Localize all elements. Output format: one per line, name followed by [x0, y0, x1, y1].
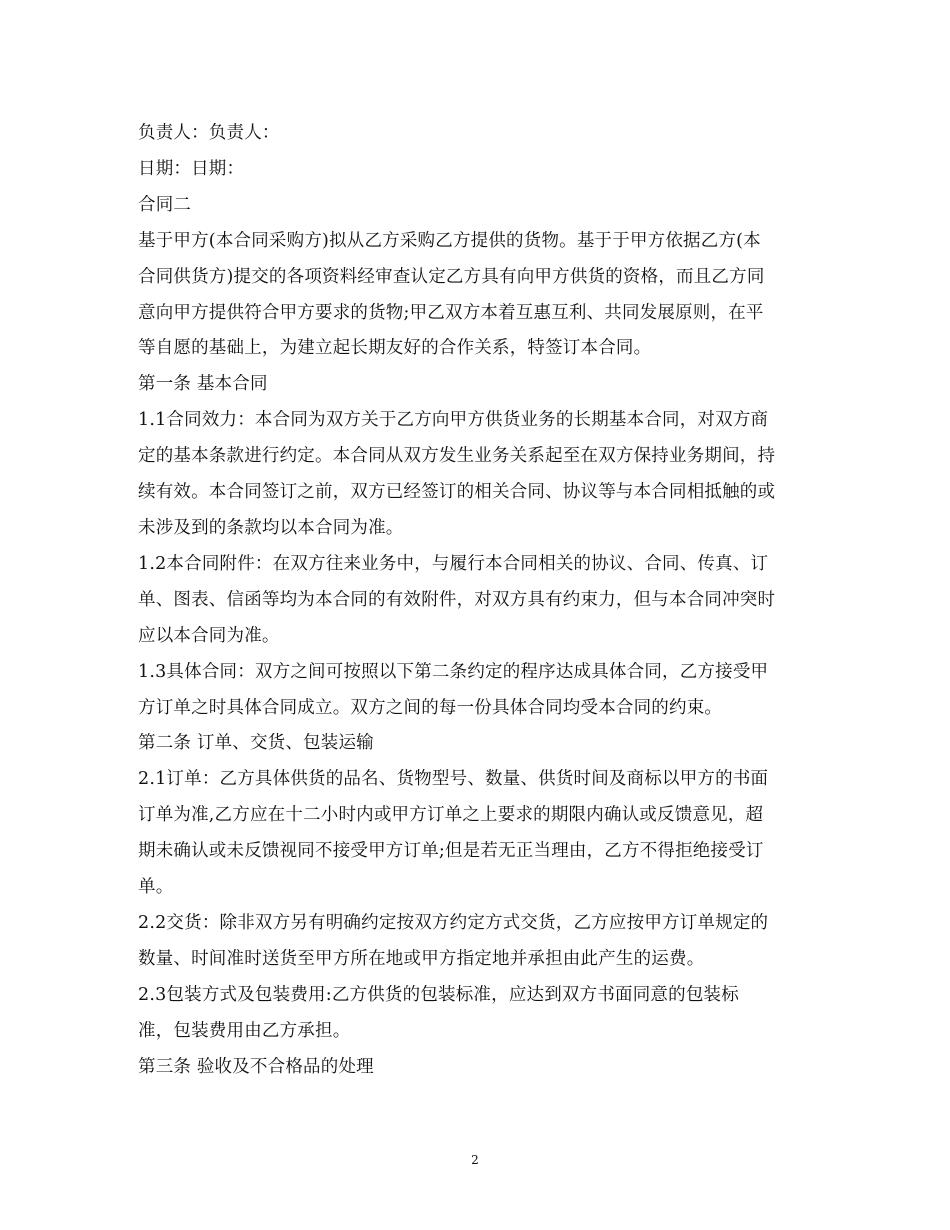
document-body: [138, 116, 818, 1085]
clause-2-1-line: 单。: [138, 877, 174, 898]
clause-1-2-line: 1.2本合同附件：在双方往来业务中，与履行本合同相关的协议、合同、传真、订: [138, 553, 769, 574]
article-3-heading: 第三条 验收及不合格品的处理: [138, 1056, 374, 1077]
clause-2-1-line: 订单为准,乙方应在十二小时内或甲方订单之上要求的期限内确认或反馈意见，超: [138, 805, 764, 826]
contract-heading: 合同二: [138, 194, 192, 215]
clause-1-2-line: 应以本合同为准。: [138, 625, 280, 646]
clause-1-1-line: 定的基本条款进行约定。本合同从双方发生业务关系起至在双方保持业务期间，持: [138, 446, 776, 467]
clause-2-1-line: 2.1订单：乙方具体供货的品名、货物型号、数量、供货时间及商标以甲方的书面: [138, 769, 769, 790]
clause-2-2-line: 数量、时间准时送货至甲方所在地或甲方指定地并承担由此产生的运费。: [138, 948, 705, 969]
clause-1-1-line: 续有效。本合同签订之前，双方已经签订的相关合同、协议等与本合同相抵触的或: [138, 482, 776, 503]
article-2-heading: 第二条 订单、交货、包装运输: [138, 733, 374, 754]
signatory-line: 负责人：负责人：: [138, 123, 280, 143]
clause-2-3-line: 2.3包装方式及包装费用:乙方供货的包装标准，应达到双方书面同意的包装标: [138, 984, 739, 1005]
preamble-line: 合同供货方)提交的各项资料经审查认定乙方具有向甲方供货的资格，而且乙方同: [138, 266, 765, 287]
preamble-line: 基于甲方(本合同采购方)拟从乙方采购乙方提供的货物。基于于甲方依据乙方(本: [138, 230, 761, 251]
clause-1-1-line: 1.1合同效力：本合同为双方关于乙方向甲方供货业务的长期基本合同，对双方商: [138, 410, 769, 431]
date-line: 日期：日期：: [138, 158, 245, 179]
preamble-line: 意向甲方提供符合甲方要求的货物;甲乙双方本着互惠互利、共同发展原则，在平: [138, 302, 764, 323]
clause-1-1-line: 未涉及到的条款均以本合同为准。: [138, 517, 404, 538]
clause-2-2-line: 2.2交货：除非双方另有明确约定按双方约定方式交货，乙方应按甲方订单规定的: [138, 912, 769, 933]
clause-2-1-line: 期未确认或未反馈视同不接受甲方订单;但是若无正当理由，乙方不得拒绝接受订: [138, 841, 764, 862]
clause-1-2-line: 单、图表、信函等均为本合同的有效附件，对双方具有约束力，但与本合同冲突时: [138, 589, 776, 610]
preamble-line: 等自愿的基础上，为建立起长期友好的合作关系，特签订本合同。: [138, 338, 652, 359]
page-number: 2: [471, 1153, 479, 1167]
article-1-heading: 第一条 基本合同: [138, 374, 268, 395]
clause-1-3-line: 1.3具体合同：双方之间可按照以下第二条约定的程序达成具体合同，乙方接受甲: [138, 661, 769, 682]
clause-1-3-line: 方订单之时具体合同成立。双方之间的每一份具体合同均受本合同的约束。: [138, 697, 723, 718]
clause-2-3-line: 准，包装费用由乙方承担。: [138, 1020, 351, 1041]
